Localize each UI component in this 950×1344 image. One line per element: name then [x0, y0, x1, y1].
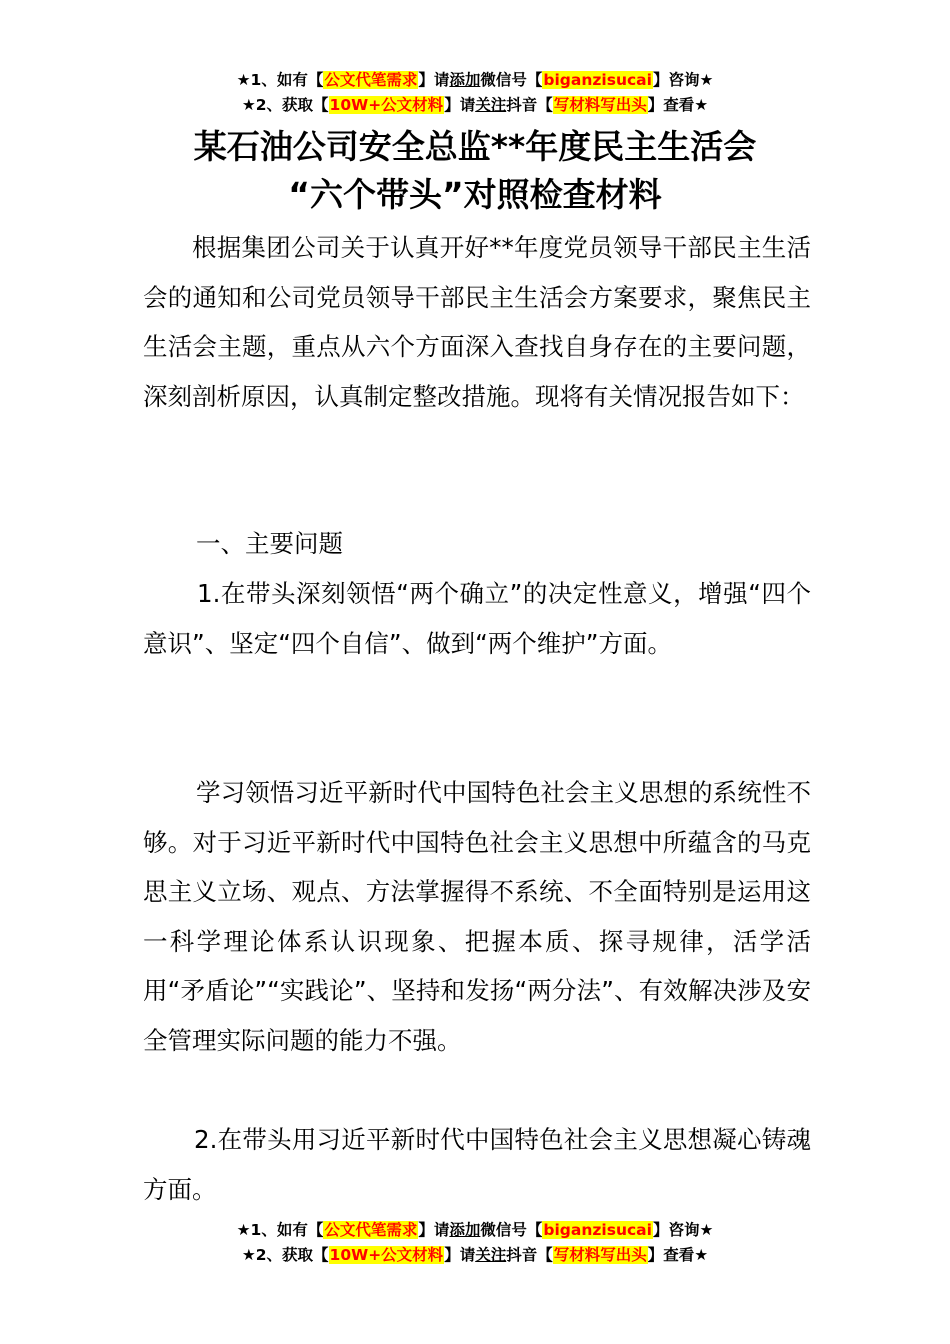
banner-text: 】查看★	[647, 1246, 709, 1264]
banner-text: 抖音【	[506, 96, 553, 114]
banner-text: ★1、如有【	[236, 71, 324, 89]
banner-text: ★2、获取【	[241, 1246, 329, 1264]
banner-line-2	[0, 1243, 950, 1268]
banner-highlight-service: 公文代笔需求	[324, 71, 418, 89]
banner-line-1	[0, 68, 950, 93]
banner-text: 微信号【	[480, 1221, 543, 1239]
bottom-banner	[0, 1218, 950, 1268]
banner-line-1	[0, 1218, 950, 1243]
banner-text: ★1、如有【	[236, 1221, 324, 1239]
section-heading: 一、主要问题	[196, 529, 343, 558]
problem-item-2: 2.在带头用习近平新时代中国特色社会主义思想凝心铸魂方面。	[143, 1125, 811, 1204]
banner-text: 】咨询★	[652, 1221, 714, 1239]
banner-text: ★2、获取【	[241, 96, 329, 114]
top-banner	[0, 68, 950, 118]
intro-paragraph: 根据集团公司关于认真开好**年度党员领导干部民主生活会的通知和公司党员领导干部民主生活会方案要求，聚焦民主生活会主题，重点从六个方面深入查找自身存在的主要问题，深刻剖析原因，认真制定整改措施。现将有关情况报告如下：	[143, 233, 811, 411]
banner-highlight-douyin-id: 写材料写出头	[553, 96, 647, 114]
banner-underlined-text: 添加	[449, 1221, 481, 1239]
banner-text: 】请	[418, 71, 450, 89]
banner-text: 抖音【	[506, 1246, 553, 1264]
problem-paragraph-1: 学习领悟习近平新时代中国特色社会主义思想的系统性不够。对于习近平新时代中国特色社会主义思想中所蕴含的马克思主义立场、观点、方法掌握得不系统、不全面特别是运用这一科学理论体系认识现象、把握本质、探寻规律，活学活用“矛盾论”“实践论”、坚持和发扬“两分法”、有效解决涉及安全管理实际问题的能力不强。	[143, 778, 811, 1055]
banner-underlined-text: 添加	[449, 71, 481, 89]
banner-underlined-text: 关注	[475, 96, 507, 114]
banner-highlight-service: 公文代笔需求	[324, 1221, 418, 1239]
banner-underlined-text: 关注	[475, 1246, 507, 1264]
banner-text: 】查看★	[647, 96, 709, 114]
banner-text: 】请	[444, 1246, 476, 1264]
banner-text: 】请	[418, 1221, 450, 1239]
document-title-line-2: “六个带头”对照检查材料	[288, 175, 662, 214]
banner-highlight-douyin-id: 写材料写出头	[553, 1246, 647, 1264]
document-title-line-1: 某石油公司安全总监**年度民主生活会	[193, 127, 757, 166]
banner-highlight-materials: 10W+公文材料	[329, 96, 444, 114]
banner-text: 】请	[444, 96, 476, 114]
banner-line-2	[0, 93, 950, 118]
banner-text: 】咨询★	[652, 71, 714, 89]
banner-highlight-wechat-id: biganzisucai	[543, 71, 652, 89]
banner-highlight-materials: 10W+公文材料	[329, 1246, 444, 1264]
problem-item-1: 1.在带头深刻领悟“两个确立”的决定性意义，增强“四个意识”、坚定“四个自信”、做到“两个维护”方面。	[143, 579, 811, 658]
banner-text: 微信号【	[480, 71, 543, 89]
banner-highlight-wechat-id: biganzisucai	[543, 1221, 652, 1239]
